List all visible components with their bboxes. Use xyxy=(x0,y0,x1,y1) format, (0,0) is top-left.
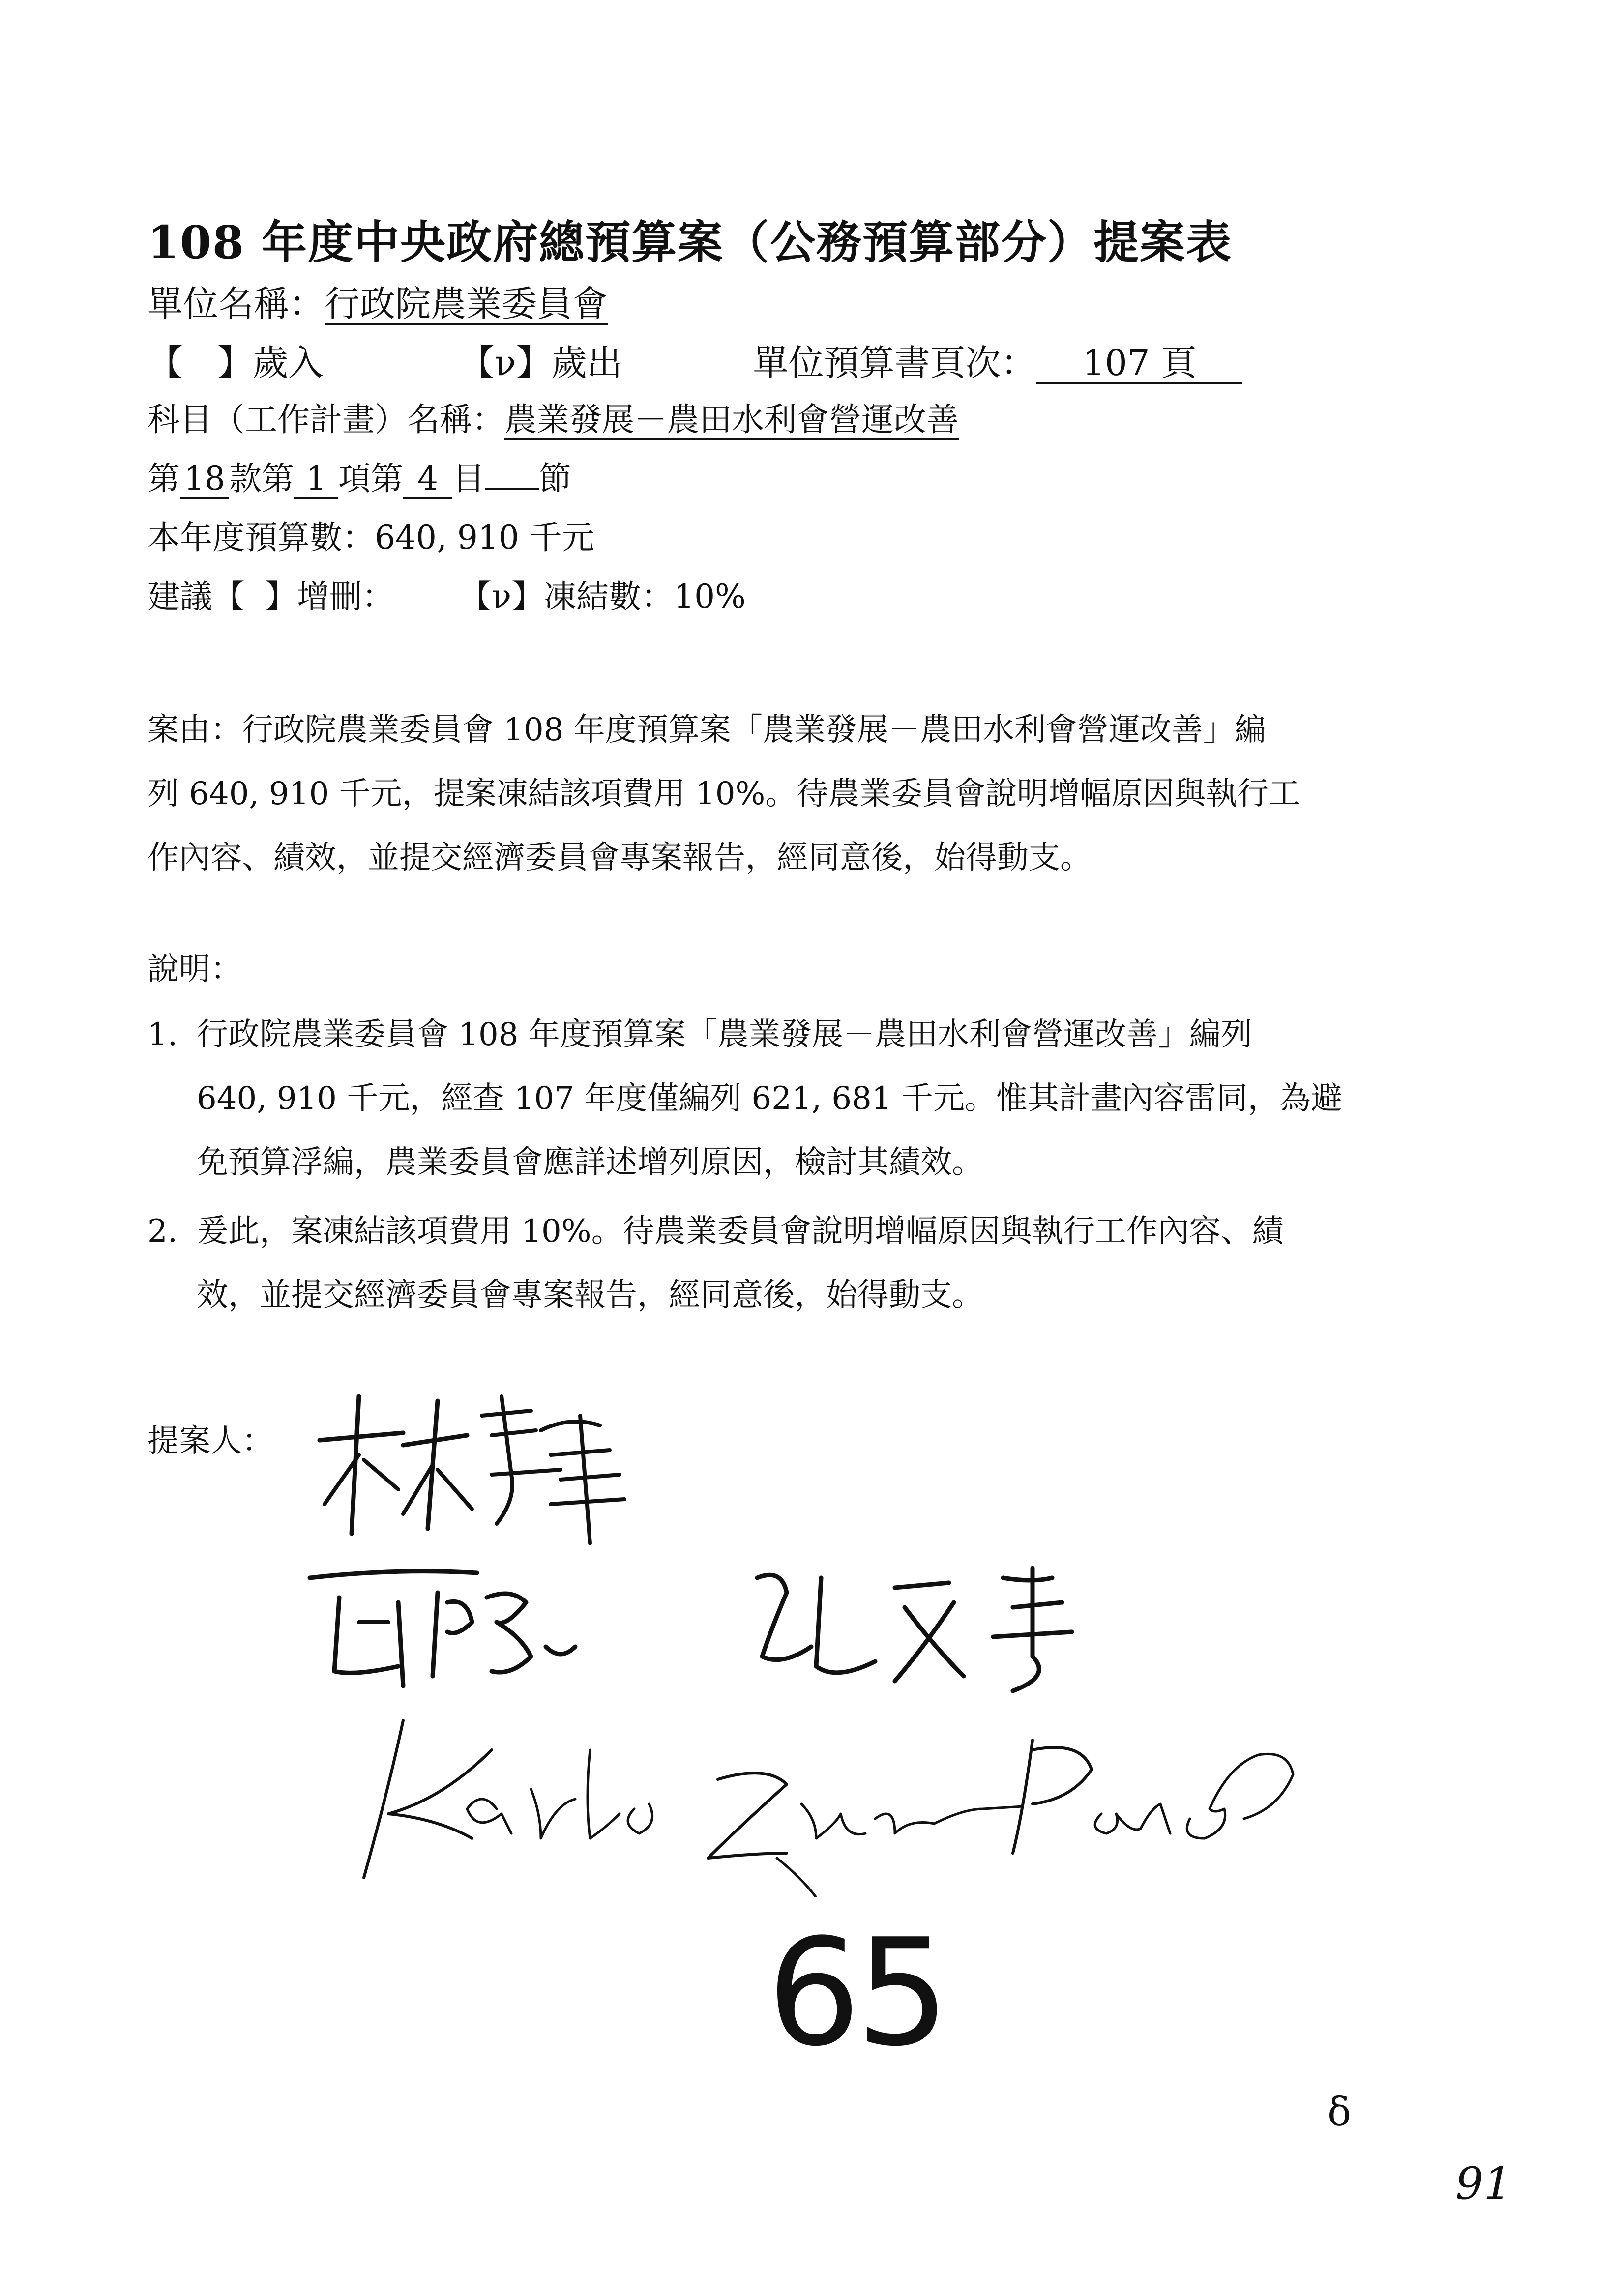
subject-row xyxy=(148,393,959,440)
proposer-label: 提案人： xyxy=(148,1423,273,1459)
item-line: 640, 910 千元，經查 107 年度僅編列 621, 681 千元。惟其計畫內容雷同，為避 xyxy=(197,1080,1342,1117)
document-title: 108 年度中央政府總預算案（公務預算部分）提案表 xyxy=(148,216,1233,269)
explanation-item xyxy=(148,1199,1284,1327)
explanation-item xyxy=(148,1003,1342,1194)
revenue-bracket-open: 【 xyxy=(148,342,183,383)
reason-line: 作內容、績效，並提交經濟委員會專案報告，經同意後，始得動支。 xyxy=(148,840,1092,876)
subject-value: 農業發展－農田水利會營運改善 xyxy=(504,402,959,440)
item-number: 2. xyxy=(148,1213,178,1250)
kuan-label: 款第 xyxy=(229,460,294,497)
page-number: 91 xyxy=(1455,2158,1512,2209)
explanation-heading: 說明： xyxy=(148,951,242,988)
suggestion-prefix: 建議【 xyxy=(148,578,245,615)
jie-label: 節 xyxy=(539,460,571,497)
suggestion-add-delete: 】增刪： xyxy=(265,578,394,615)
classification-row xyxy=(148,452,571,499)
suggestion-row xyxy=(148,570,746,617)
mu-number: 4 xyxy=(403,461,452,499)
reason-line: 列 640, 910 千元，提案凍結該項費用 10%。待農業委員會說明增幅原因與執行工 xyxy=(148,776,1300,812)
reason-line: 案由：行政院農業委員會 108 年度預算案「農業發展－農田水利會營運改善」編 xyxy=(148,712,1266,748)
item-line: 爰此，案凍結該項費用 10%。待農業委員會說明增幅原因與執行工作內容、績 xyxy=(197,1213,1284,1250)
expense-checked: 【ν】歲出 xyxy=(459,342,622,383)
xiang-number: 1 xyxy=(294,461,338,499)
signature-1 xyxy=(305,1386,649,1548)
unit-row xyxy=(148,275,608,326)
revenue-expense-row xyxy=(148,334,1242,385)
kuan-number: 18 xyxy=(180,461,229,499)
item-line: 行政院農業委員會 108 年度預算案「農業發展－農田水利會營運改善」編列 xyxy=(197,1017,1252,1053)
signature-2 xyxy=(300,1548,654,1706)
delta-mark: δ xyxy=(1328,2089,1352,2135)
mu-label: 目 xyxy=(452,460,485,497)
item-line: 免預算浮編，農業委員會應詳述增列原因，檢討其績效。 xyxy=(197,1144,983,1181)
subject-label: 科目（工作計畫）名稱： xyxy=(148,401,504,438)
item-number: 1. xyxy=(148,1017,178,1053)
unit-label: 單位名稱： xyxy=(148,283,325,324)
handwritten-number: 65 xyxy=(767,1907,945,2079)
unit-value: 行政院農業委員會 xyxy=(325,285,608,325)
jie-blank xyxy=(485,459,539,490)
suggestion-freeze: 【ν】凍結數：10% xyxy=(459,578,746,615)
reason-section xyxy=(148,698,1300,890)
signature-3 xyxy=(738,1548,1121,1706)
di-label: 第 xyxy=(148,460,180,497)
page-ref-label: 單位預算書頁次： xyxy=(753,342,1036,383)
budget-amount: 本年度預算數：640, 910 千元 xyxy=(148,519,594,556)
signature-4 xyxy=(344,1691,1303,1897)
xiang-label: 項第 xyxy=(338,460,403,497)
revenue-label: 】歲入 xyxy=(217,342,324,383)
page-ref-value: 107 頁 xyxy=(1036,344,1242,384)
item-line: 效，並提交經濟委員會專案報告，經同意後，始得動支。 xyxy=(197,1277,983,1313)
